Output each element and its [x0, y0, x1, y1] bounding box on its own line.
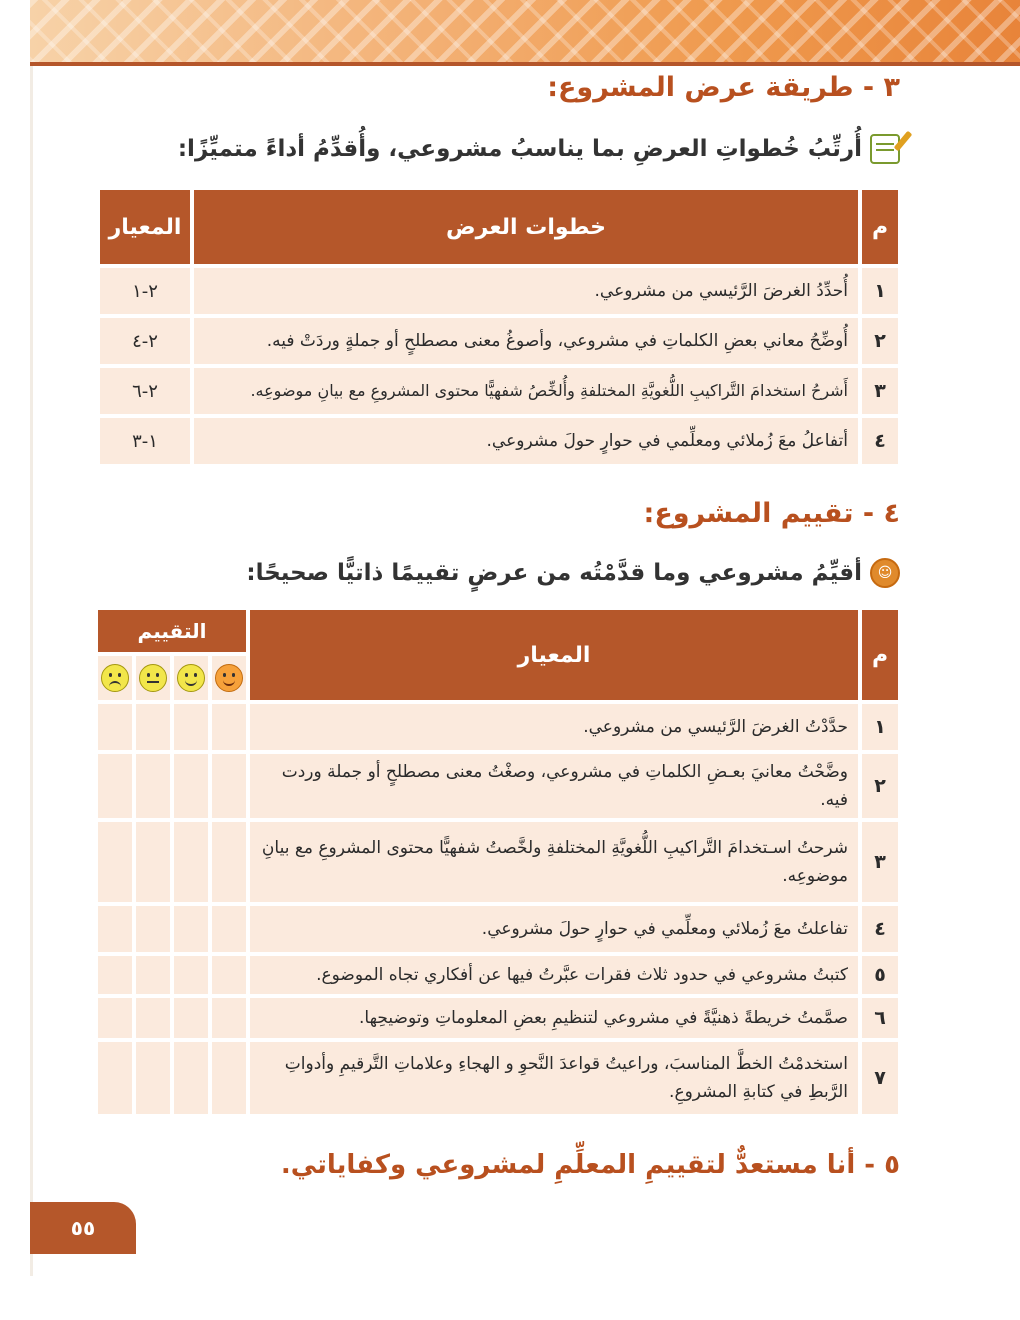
table-row: [98, 998, 898, 1038]
row-num: ٤: [862, 418, 898, 464]
row-num: ٤: [862, 906, 898, 952]
row-text: استخدمْتُ الخطَّ المناسبَ، وراعيتُ قواعدَ النَّحوِ و الهجاءِ وعلاماتِ التَّرقيمِ وأدواتِ الرَّبطِ في كتابةِ المشروعِ.: [250, 1042, 858, 1114]
row-criterion: ١-٣: [100, 418, 190, 464]
rating-cell[interactable]: [212, 754, 246, 818]
row-num: ١: [862, 268, 898, 314]
row-criterion: ٢-١: [100, 268, 190, 314]
rating-cell[interactable]: [98, 754, 132, 818]
very-happy-face-icon: [212, 656, 246, 700]
rating-cell[interactable]: [98, 998, 132, 1038]
row-text: شرحتُ اسـتخدامَ التَّراكيبِ اللُّغويَّةِ المختلفةِ ولخَّصتُ شفهيًّا محتوى المشروعِ مع بيانِ موضوعِه.: [250, 822, 858, 902]
row-text: أُوضِّحُ معاني بعضِ الكلماتِ في مشروعي، وأصوغُ معنى مصطلحٍ أو جملةٍ وردَتْ فيه.: [194, 318, 858, 364]
table-row: [100, 268, 898, 314]
decorative-banner: [30, 0, 1020, 62]
rating-cell[interactable]: [136, 1042, 170, 1114]
rating-cell[interactable]: [136, 956, 170, 994]
row-text: حدَّدْتُ الغرضَ الرَّئيسي من مشروعي.: [250, 704, 858, 750]
row-text: تفاعلتُ معَ زُملائي ومعلِّمي في حوارٍ حولَ مشروعي.: [250, 906, 858, 952]
col-steps-header: خطوات العرض: [194, 190, 858, 264]
table-row: [98, 956, 898, 994]
rating-cell[interactable]: [174, 822, 208, 902]
section3-instruction-text: أُرتِّبُ خُطواتِ العرضِ بما يناسبُ مشروعي، وأُقدِّمُ أداءً متميِّزًا:: [177, 136, 862, 162]
row-text: أَشرحُ استخدامَ التَّراكيبِ اللُّغويَّةِ المختلفةِ وأُلخِّصُ شفهيًّا محتوى المشروعِ مع بيانِ موضوعِه.: [194, 368, 858, 414]
table-row: [98, 822, 898, 902]
page-edge: [30, 66, 33, 1276]
neutral-face-icon: [136, 656, 170, 700]
rating-cell[interactable]: [136, 822, 170, 902]
section3-instruction: [178, 134, 900, 164]
rating-cell[interactable]: [98, 956, 132, 994]
rating-cell[interactable]: [212, 956, 246, 994]
rating-cell[interactable]: [174, 704, 208, 750]
row-num: ٥: [862, 956, 898, 994]
row-num: ٦: [862, 998, 898, 1038]
sad-face-icon: [98, 656, 132, 700]
table-row: [98, 704, 898, 750]
rating-cell[interactable]: [98, 822, 132, 902]
rating-cell[interactable]: [98, 704, 132, 750]
row-text: أتفاعلُ معَ زُملائي ومعلِّمي في حوارٍ حولَ مشروعي.: [194, 418, 858, 464]
col-num-header: م: [862, 610, 898, 700]
col-criterion-header: المعيار: [100, 190, 190, 264]
col-rating-header: التقييم: [98, 610, 246, 652]
row-num: ٧: [862, 1042, 898, 1114]
page-number: ٥٥: [30, 1202, 136, 1254]
row-num: ٣: [862, 368, 898, 414]
table-row: [100, 418, 898, 464]
row-num: ٢: [862, 754, 898, 818]
row-num: ٢: [862, 318, 898, 364]
rating-cell[interactable]: [174, 1042, 208, 1114]
section3-heading: ٣ - طريقة عرض المشروع:: [547, 72, 900, 103]
table-row: [98, 754, 898, 818]
table-row: [100, 318, 898, 364]
rating-cell[interactable]: [136, 998, 170, 1038]
rating-cell[interactable]: [212, 1042, 246, 1114]
row-text: صمَّمتُ خريطةً ذهنيَّةً في مشروعي لتنظيمِ بعضِ المعلوماتِ وتوضيحِها.: [250, 998, 858, 1038]
row-text: كتبتُ مشروعي في حدود ثلاث فقرات عبَّرتُ فيها عن أفكاري تجاه الموضوع.: [250, 956, 858, 994]
rating-cell[interactable]: [98, 1042, 132, 1114]
col-criterion-header: المعيار: [250, 610, 858, 700]
section5-heading: ٥ - أنا مستعدٌّ لتقييمِ المعلِّمِ لمشروعي وكفاياتي.: [280, 1150, 900, 1180]
section4-heading: ٤ - تقييم المشروع:: [643, 498, 900, 529]
rating-cell[interactable]: [136, 704, 170, 750]
rating-cell[interactable]: [174, 754, 208, 818]
row-criterion: ٢-٦: [100, 368, 190, 414]
rating-cell[interactable]: [136, 754, 170, 818]
rating-cell[interactable]: [212, 822, 246, 902]
rating-cell[interactable]: [174, 906, 208, 952]
self-assessment-table: [94, 606, 902, 1118]
rating-cell[interactable]: [98, 906, 132, 952]
smile-face-icon: ☺: [870, 558, 900, 588]
row-text: أُحدِّدُ الغرضَ الرَّئيسي من مشروعي.: [194, 268, 858, 314]
banner-divider: [30, 62, 1020, 66]
rating-cell[interactable]: [212, 998, 246, 1038]
rating-cell[interactable]: [174, 956, 208, 994]
table-row: [100, 368, 898, 414]
table-row: [98, 906, 898, 952]
rating-cell[interactable]: [136, 906, 170, 952]
rating-cell[interactable]: [212, 906, 246, 952]
rating-cell[interactable]: [174, 998, 208, 1038]
section4-instruction-text: أقيِّمُ مشروعي وما قدَّمْتُه من عرضٍ تقييمًا ذاتيًّا صحيحًا:: [246, 560, 862, 586]
col-num-header: م: [862, 190, 898, 264]
presentation-steps-table: [96, 186, 902, 468]
smile-face-icon: [174, 656, 208, 700]
pencil-note-icon: [870, 134, 900, 164]
row-criterion: ٢-٤: [100, 318, 190, 364]
rating-cell[interactable]: [212, 704, 246, 750]
table-row: [98, 1042, 898, 1114]
section4-instruction: [246, 558, 900, 588]
row-text: وضَّحْتُ معانيَ بعـضِ الكلماتِ في مشروعي، وصغْتُ معنى مصطلحٍ أو جملة وردت فيه.: [250, 754, 858, 818]
row-num: ٣: [862, 822, 898, 902]
row-num: ١: [862, 704, 898, 750]
